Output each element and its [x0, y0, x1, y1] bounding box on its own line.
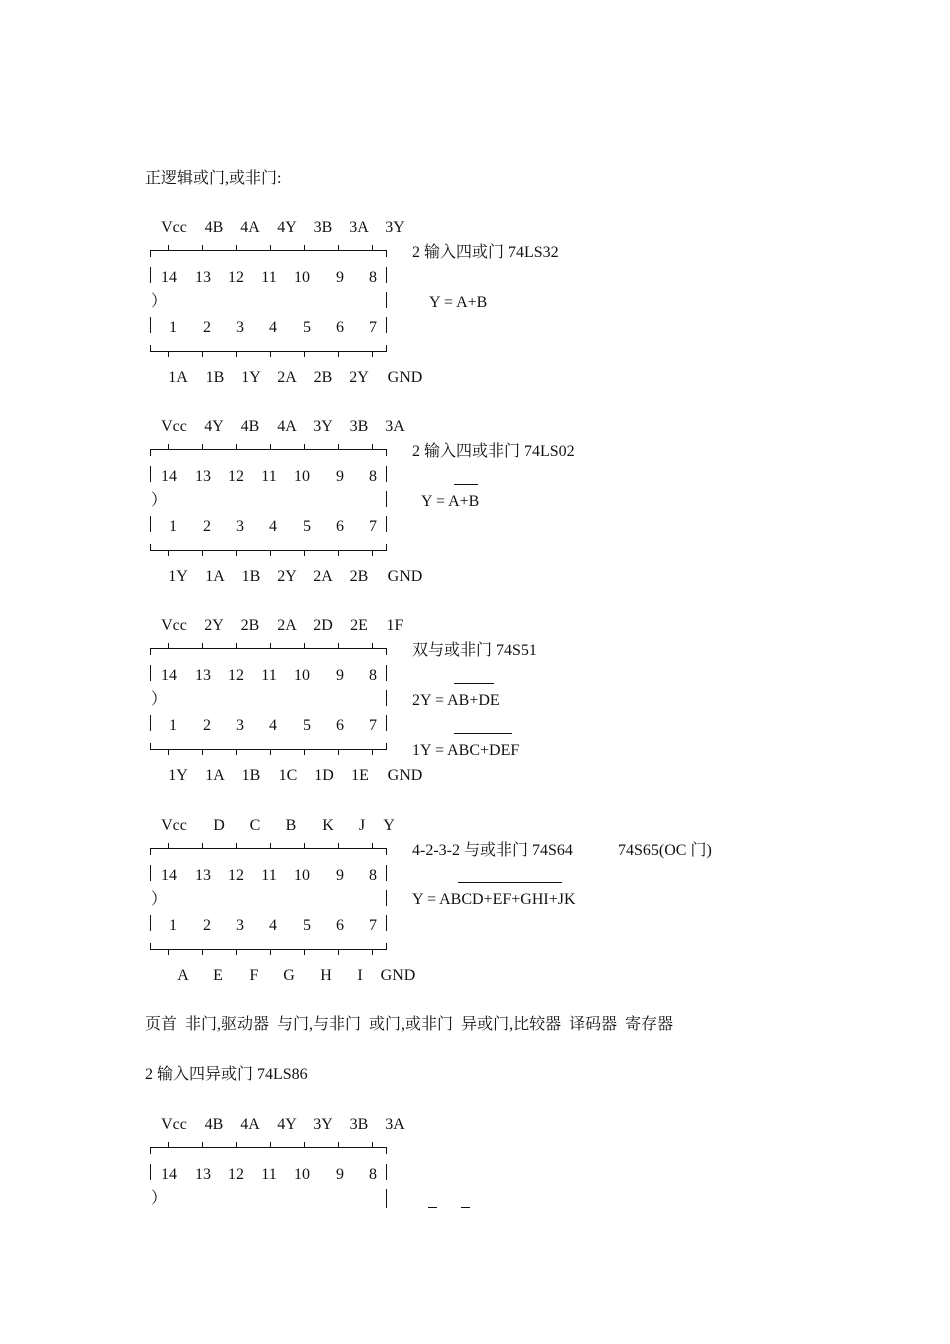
pin-number: 4 — [269, 319, 277, 336]
bottom-pin-label: E — [213, 967, 223, 984]
top-pin-label: 2B — [240, 617, 260, 634]
pin-number: 13 — [195, 667, 211, 684]
pin-number: 13 — [195, 867, 211, 884]
bottom-pin-label: 2Y — [349, 369, 369, 386]
bottom-pin-label: I — [357, 967, 363, 984]
pin-number: 4 — [269, 917, 277, 934]
page-heading: 正逻辑或门,或非门: — [145, 170, 282, 187]
top-pin-label: Vcc — [161, 617, 187, 634]
pin-number: 9 — [336, 1166, 344, 1183]
logic-formula: 2Y = AB+DE — [412, 692, 500, 709]
top-pin-label: 2D — [313, 617, 333, 634]
pin-number: 6 — [336, 319, 344, 336]
pin-number: 5 — [303, 717, 311, 734]
top-pin-label: 3Y — [313, 418, 333, 435]
chip-description-oc: 74S65(OC 门) — [618, 842, 712, 859]
chip-notch: ） — [151, 492, 168, 509]
pin-number: 10 — [294, 867, 310, 884]
pin-number: 10 — [294, 269, 310, 286]
pin-number: 7 — [369, 518, 377, 535]
chip-notch: ） — [151, 691, 168, 708]
nav-link-decoder[interactable]: 译码器 — [569, 1016, 618, 1033]
chip-description: 2 输入四或非门 74LS02 — [412, 443, 575, 460]
pin-number: 13 — [195, 1166, 211, 1183]
nav-link-home[interactable]: 页首 — [145, 1016, 178, 1033]
top-pin-label: C — [249, 817, 261, 834]
top-pin-label: 4Y — [277, 219, 297, 236]
bottom-pin-label: 2B — [349, 568, 369, 585]
pin-number: 6 — [336, 717, 344, 734]
chip-frame-svg — [150, 843, 390, 955]
chip-notch: ） — [151, 293, 168, 310]
overline-bar — [458, 882, 562, 883]
pin-number: 2 — [203, 319, 211, 336]
pin-number: 12 — [228, 1166, 244, 1183]
pin-number: 12 — [228, 867, 244, 884]
pin-number: 6 — [336, 518, 344, 535]
chip-description: 双与或非门 74S51 — [412, 642, 537, 659]
pin-number: 8 — [369, 667, 377, 684]
nav-link-xor-gate[interactable]: 异或门,比较器 — [461, 1016, 562, 1033]
pin-number: 9 — [336, 667, 344, 684]
pin-number: 2 — [203, 917, 211, 934]
bottom-pin-label: 2A — [277, 369, 297, 386]
pin-number: 10 — [294, 1166, 310, 1183]
pin-number: 9 — [336, 269, 344, 286]
top-pin-label: 2E — [350, 617, 368, 634]
top-pin-label: 4B — [240, 418, 260, 435]
top-pin-label: 3B — [349, 1116, 369, 1133]
pin-number: 5 — [303, 917, 311, 934]
chip-frame-svg — [150, 643, 390, 755]
pin-number: 14 — [161, 1166, 177, 1183]
top-pin-label: 4A — [240, 219, 260, 236]
bottom-pin-label: 1C — [278, 767, 298, 784]
overline-bar — [428, 1207, 437, 1208]
chip-frame-svg — [150, 245, 390, 357]
bottom-pin-label: 2Y — [277, 568, 297, 585]
nav-link-or-gate[interactable]: 或门,或非门 — [369, 1016, 454, 1033]
top-pin-label: J — [358, 817, 366, 834]
pin-number: 11 — [261, 867, 277, 884]
bottom-pin-label: G — [283, 967, 295, 984]
pin-number: 1 — [169, 917, 177, 934]
bottom-pin-label: H — [320, 967, 332, 984]
top-pin-label: 4A — [277, 418, 297, 435]
top-pin-label: 2A — [277, 617, 297, 634]
overline-bar — [461, 1207, 470, 1208]
nav-link-not-gate[interactable]: 非门,驱动器 — [185, 1016, 270, 1033]
bottom-pin-label: 1E — [351, 767, 369, 784]
top-pin-label: Y — [383, 817, 395, 834]
pin-number: 2 — [203, 717, 211, 734]
top-pin-label: 4B — [204, 219, 224, 236]
pin-number: 8 — [369, 867, 377, 884]
top-pin-label: D — [213, 817, 225, 834]
top-pin-label: Vcc — [161, 219, 187, 236]
chip-frame-svg — [150, 444, 390, 556]
bottom-pin-label: 1Y — [241, 369, 261, 386]
pin-number: 3 — [236, 917, 244, 934]
logic-formula: Y = A+B — [421, 493, 480, 510]
pin-number: 8 — [369, 269, 377, 286]
section-heading: 2 输入四异或门 74LS86 — [145, 1066, 308, 1083]
pin-number: 13 — [195, 468, 211, 485]
pin-number: 14 — [161, 667, 177, 684]
pin-number: 9 — [336, 867, 344, 884]
top-pin-label: Vcc — [161, 418, 187, 435]
bottom-pin-label: 1D — [314, 767, 334, 784]
logic-formula: 1Y = ABC+DEF — [412, 742, 520, 759]
bottom-pin-label: GND — [387, 568, 423, 585]
overline-bar — [454, 484, 478, 485]
pin-number: 12 — [228, 667, 244, 684]
nav-link-register[interactable]: 寄存器 — [625, 1016, 674, 1033]
bottom-pin-label: A — [177, 967, 189, 984]
pin-number: 7 — [369, 319, 377, 336]
top-pin-label: 1F — [386, 617, 404, 634]
top-pin-label: 3B — [313, 219, 333, 236]
bottom-pin-label: 1Y — [168, 568, 188, 585]
bottom-pin-label: 1A — [205, 568, 225, 585]
logic-formula: Y = A+B — [429, 294, 488, 311]
pin-number: 2 — [203, 518, 211, 535]
pin-number: 7 — [369, 917, 377, 934]
pin-number: 3 — [236, 717, 244, 734]
pin-number: 1 — [169, 319, 177, 336]
top-pin-label: K — [322, 817, 334, 834]
top-pin-label: 4A — [240, 1116, 260, 1133]
bottom-pin-label: F — [249, 967, 259, 984]
pin-number: 5 — [303, 518, 311, 535]
pin-number: 7 — [369, 717, 377, 734]
bottom-pin-label: GND — [380, 967, 416, 984]
bottom-pin-label: GND — [387, 369, 423, 386]
nav-link-and-gate[interactable]: 与门,与非门 — [277, 1016, 362, 1033]
top-pin-label: 3A — [349, 219, 369, 236]
pin-number: 14 — [161, 468, 177, 485]
bottom-pin-label: GND — [387, 767, 423, 784]
bottom-pin-label: 1B — [241, 568, 261, 585]
pin-number: 10 — [294, 468, 310, 485]
pin-number: 11 — [261, 1166, 277, 1183]
pin-number: 11 — [261, 269, 277, 286]
bottom-pin-label: 1A — [205, 767, 225, 784]
pin-number: 3 — [236, 319, 244, 336]
top-pin-label: B — [285, 817, 297, 834]
pin-number: 8 — [369, 1166, 377, 1183]
overline-bar — [454, 733, 512, 734]
top-pin-label: 3A — [385, 418, 405, 435]
pin-number: 11 — [261, 667, 277, 684]
pin-number: 8 — [369, 468, 377, 485]
pin-number: 14 — [161, 867, 177, 884]
top-pin-label: 4Y — [204, 418, 224, 435]
top-pin-label: 3A — [385, 1116, 405, 1133]
pin-number: 10 — [294, 667, 310, 684]
top-pin-label: 2Y — [204, 617, 224, 634]
chip-description: 2 输入四或门 74LS32 — [412, 244, 559, 261]
pin-number: 9 — [336, 468, 344, 485]
pin-number: 12 — [228, 269, 244, 286]
bottom-pin-label: 1A — [168, 369, 188, 386]
bottom-pin-label: 1B — [205, 369, 225, 386]
top-pin-label: 3B — [349, 418, 369, 435]
pin-number: 1 — [169, 717, 177, 734]
nav-links — [145, 1016, 673, 1034]
chip-notch: ） — [151, 1190, 168, 1207]
chip-description: 4-2-3-2 与或非门 74S64 — [412, 842, 573, 859]
pin-number: 12 — [228, 468, 244, 485]
top-pin-label: 3Y — [313, 1116, 333, 1133]
chip-notch: ） — [151, 891, 168, 908]
top-pin-label: 3Y — [385, 219, 405, 236]
pin-number: 4 — [269, 518, 277, 535]
pin-number: 6 — [336, 917, 344, 934]
top-pin-label: Vcc — [161, 817, 187, 834]
top-pin-label: 4B — [204, 1116, 224, 1133]
pin-number: 11 — [261, 468, 277, 485]
pin-number: 1 — [169, 518, 177, 535]
logic-formula: Y = ABCD+EF+GHI+JK — [412, 891, 576, 908]
top-pin-label: Vcc — [161, 1116, 187, 1133]
pin-number: 3 — [236, 518, 244, 535]
top-pin-label: 4Y — [277, 1116, 297, 1133]
pin-number: 14 — [161, 269, 177, 286]
bottom-pin-label: 2B — [313, 369, 333, 386]
pin-number: 13 — [195, 269, 211, 286]
bottom-pin-label: 2A — [313, 568, 333, 585]
bottom-pin-label: 1B — [241, 767, 261, 784]
pin-number: 4 — [269, 717, 277, 734]
bottom-pin-label: 1Y — [168, 767, 188, 784]
overline-bar — [454, 683, 494, 684]
pin-number: 5 — [303, 319, 311, 336]
